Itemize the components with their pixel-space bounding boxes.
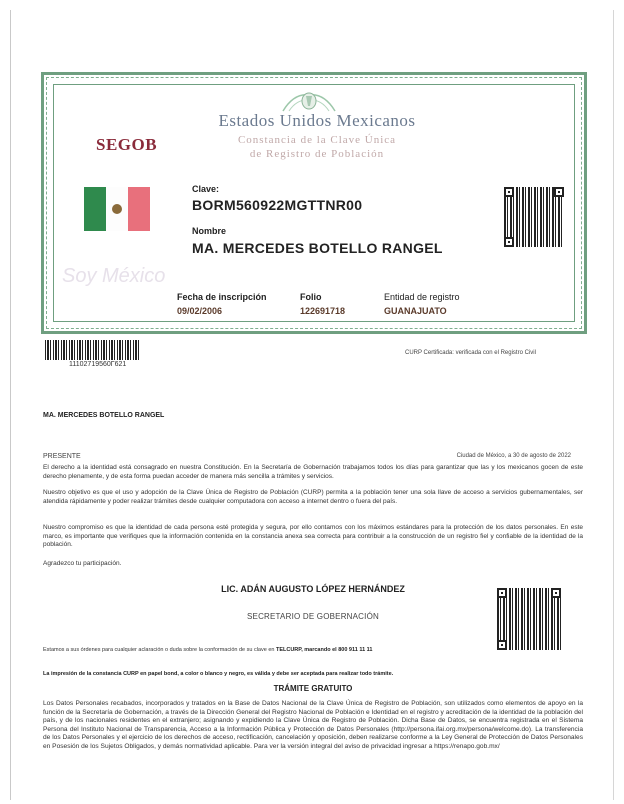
mexico-flag-icon	[84, 187, 150, 231]
signer-role: SECRETARIO DE GOBERNACIÓN	[247, 612, 379, 621]
privacy-notice: Los Datos Personales recabados, incorporados y tratados en la Base de Datos Nacional de la Clave Única de Registro de Población, son utilizados como elementos de apoyo en la función de la Secretaría de Gobernación, a través de la Dirección General del Registro Nacional de Población e Identidad en el registro y acreditación de la identidad de la población del país, y de los nacionales residentes en el extranjero; asignando y expidiendo la Clave Única de Registro de Población. Dicha Base de Datos, se encuentra registrada en el Sistema Persona del Instituto Nacional de Transparencia, Acceso a la Información Pública y Protección de Datos Personales (http://persona.ifai.org.mx/persona/welcome.do). La transferencia de los Datos Personales y el ejercicio de los derechos de acceso, rectificación, cancelación y oposición, deben realizarse conforme a la Ley General de Protección de Datos Personales en Posesión de los Sujetos Obligados, y demás normatividad aplicable. Para ver la versión integral del aviso de privacidad ingresar a https://renapo.gob.mx/	[43, 700, 583, 750]
telcurp-text: Estamos a sus órdenes para cualquier aclaración o duda sobre la conformación de su clave en	[43, 647, 276, 653]
flag-white-stripe	[106, 187, 128, 231]
country-heading: Estados Unidos Mexicanos	[218, 111, 416, 130]
segob-logo: SEGOB	[96, 135, 158, 154]
nombre-label: Nombre	[192, 226, 227, 236]
document-title-line1: Constancia de la Clave Única	[237, 134, 397, 146]
letter-greeting: PRESENTE	[43, 453, 81, 460]
qr-finder-tl	[497, 588, 507, 598]
qr-finder-bl	[497, 640, 507, 650]
flag-red-stripe	[128, 187, 150, 231]
fecha-label: Fecha de inscripción	[177, 292, 267, 302]
entidad-value: GUANAJUATO	[384, 306, 447, 316]
signer-name: LIC. ADÁN AUGUSTO LÓPEZ HERNÁNDEZ	[221, 584, 405, 594]
flag-emblem-icon	[112, 204, 122, 214]
qr-finder-bl	[504, 237, 514, 247]
document-title	[192, 133, 442, 161]
barcode	[45, 340, 141, 360]
telcurp-note	[43, 647, 372, 653]
fecha-value: 09/02/2006	[177, 306, 223, 316]
barcode-number: 11102719560Г621	[69, 361, 127, 368]
qr-finder-tr	[551, 588, 561, 598]
nombre-value: MA. MERCEDES BOTELLO RANGEL	[192, 240, 443, 256]
entidad-label: Entidad de registro	[384, 292, 460, 302]
qr-finder-tl	[504, 187, 514, 197]
free-procedure-heading: TRÁMITE GRATUITO	[273, 684, 353, 693]
printing-validity-note: La impresión de la constancia CURP en papel bond, a color o blanco y negro, es válida y debe ser aceptada para realizar todo trámite.	[43, 671, 394, 677]
flag-green-stripe	[84, 187, 106, 231]
letter-paragraph-3: Nuestro compromiso es que la identidad de cada persona esté protegida y segura, por ello contamos con los máximos estándares para la protección de los datos personales. En este marco, es importante que verifiques que la información contenida en la constancia anexa sea correcta para contribuir a la construcción de un registro fiel y confiable de la identidad de la población.	[43, 524, 583, 548]
letter-recipient: MA. MERCEDES BOTELLO RANGEL	[43, 412, 165, 419]
folio-value: 122691718	[300, 306, 346, 316]
qr-finder-tr	[554, 187, 564, 197]
clave-label: Clave:	[192, 184, 220, 194]
letter-paragraph-2: Nuestro objetivo es que el uso y adopción de la Clave Única de Registro de Población (CURP) permita a la población tener una sola llave de acceso a servicios gubernamentales, ser atendida rápidamente y poder realizar trámites desde cualquier computadora con acceso a internet dentro o fuera del país.	[43, 489, 583, 505]
telcurp-phone: TELCURP, marcando el 800 911 11 11	[275, 647, 373, 653]
certificate-qr-code	[504, 187, 564, 247]
clave-value: BORM560922MGTTNR00	[192, 197, 363, 213]
folio-label: Folio	[300, 292, 322, 302]
letter-date: Ciudad de México, a 30 de agosto de 2022	[456, 453, 571, 459]
letter-paragraph-4: Agradezco tu participación.	[43, 560, 122, 567]
document-title-line2: de Registro de Población	[249, 148, 385, 160]
letter-paragraph-1: El derecho a la identidad está consagrado en nuestra Constitución. En la Secretaría de Gobernación trabajamos todos los días para garantizar que las y los mexicanos gocen de este derecho plenamente, y de esta forma puedan acceder de manera más sencilla a trámites y servicios.	[43, 464, 583, 480]
signature-qr-code	[497, 588, 561, 650]
document-page	[10, 10, 614, 800]
certification-note: CURP Certificada: verificada con el Registro Civil	[405, 350, 536, 356]
soy-mexico-watermark: Soy México	[62, 265, 166, 287]
curp-certificate-card	[41, 72, 587, 334]
